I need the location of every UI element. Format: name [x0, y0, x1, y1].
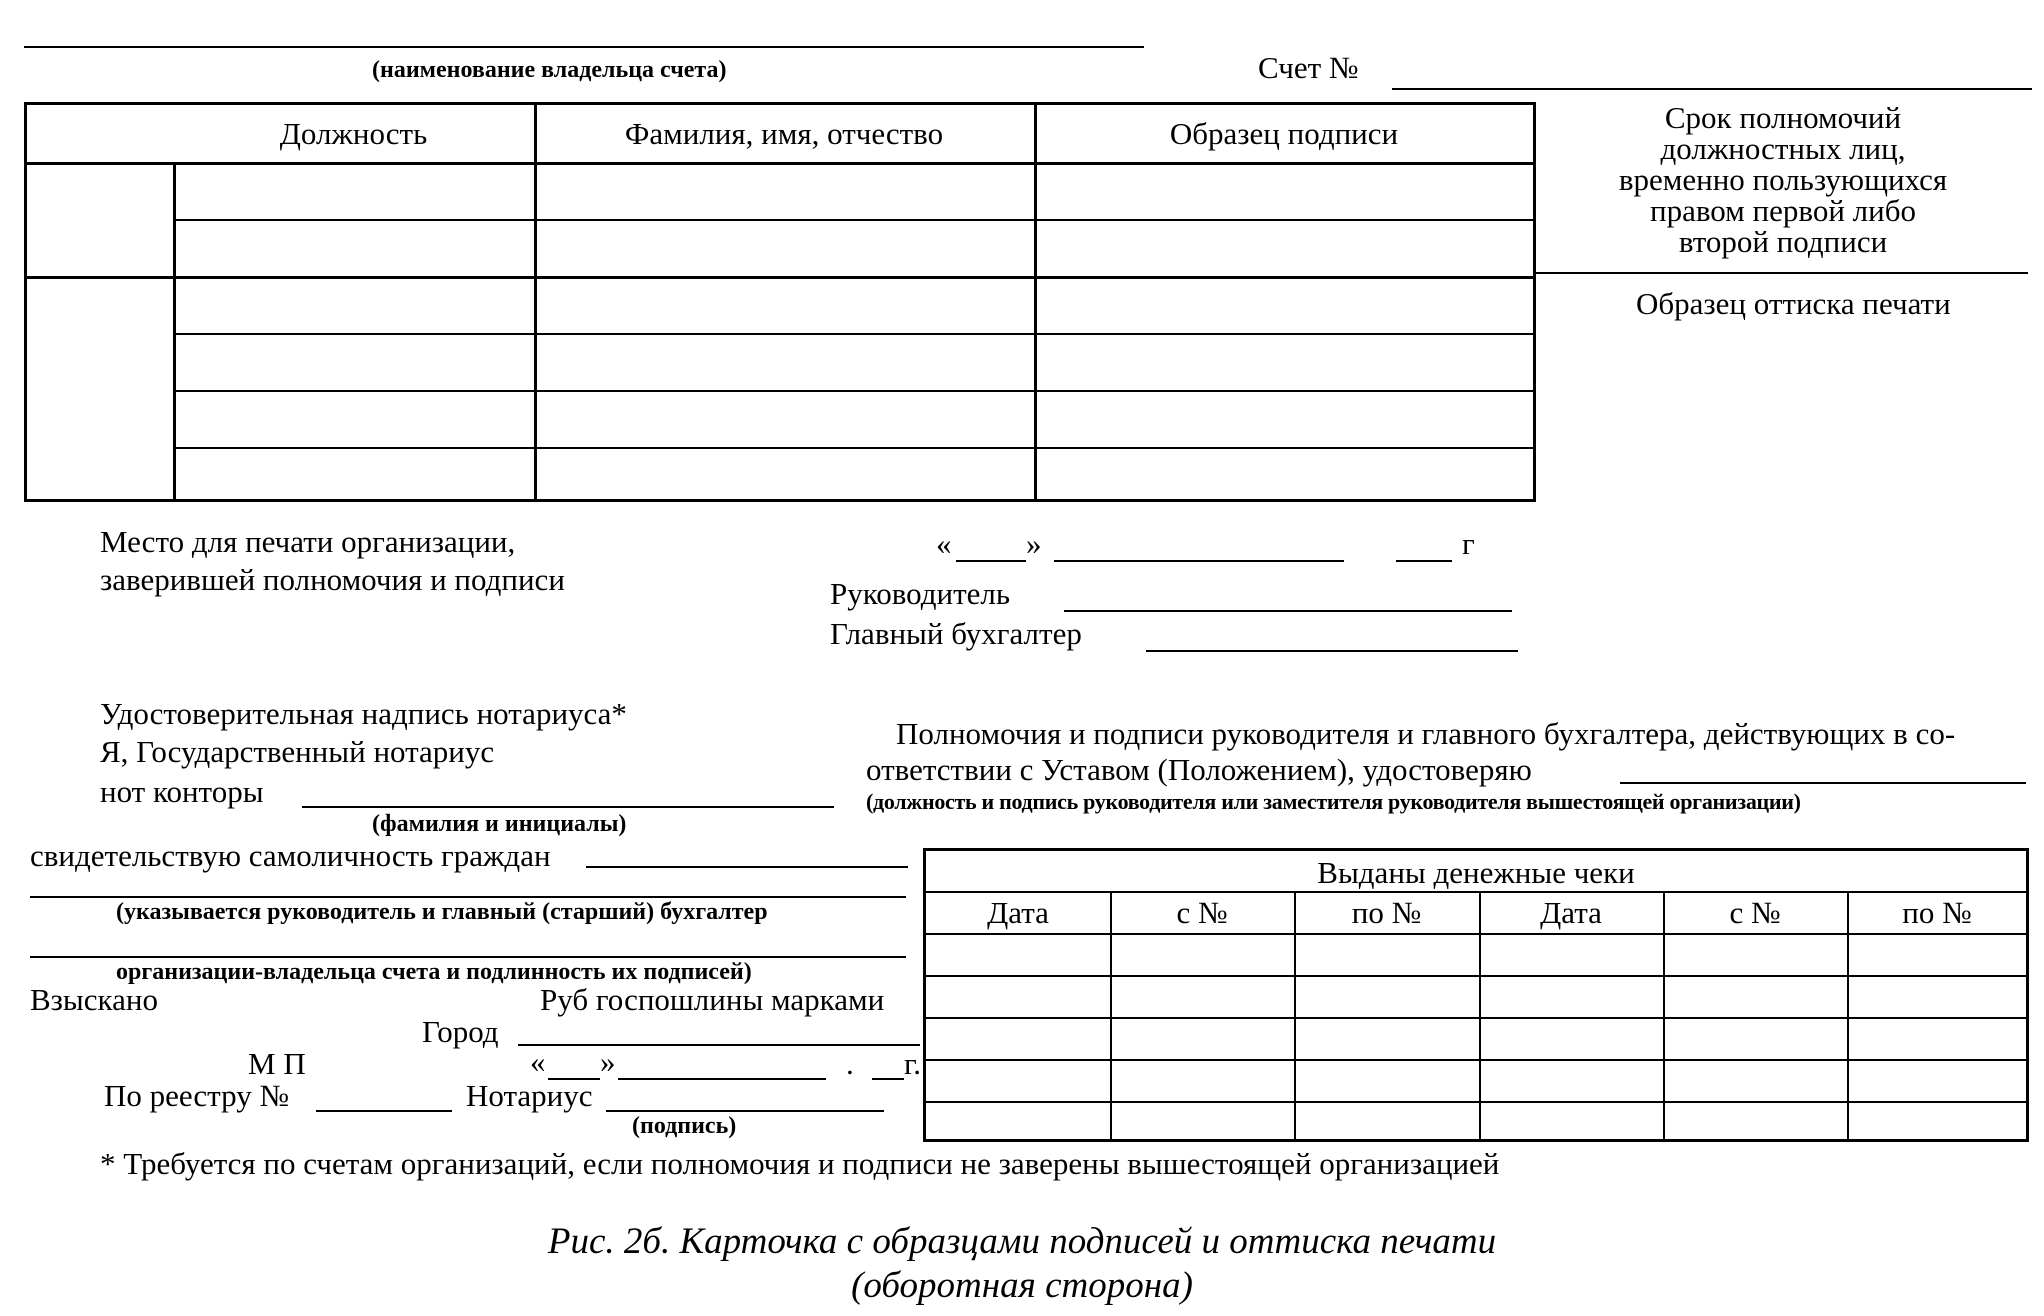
notary-office-line[interactable] — [302, 806, 834, 808]
registry-line[interactable] — [316, 1110, 452, 1112]
date-day-line[interactable] — [956, 560, 1026, 562]
cheques-col-to: по № — [1351, 895, 1422, 930]
seal-place-line1: Место для печати организации, — [100, 524, 516, 559]
column-header-position: Должность — [279, 115, 428, 151]
cheques-title: Выданы денежные чеки — [1317, 855, 1635, 890]
head-label: Руководитель — [830, 576, 1011, 611]
chief-accountant-label: Главный бухгалтер — [830, 616, 1082, 651]
date-month-line[interactable] — [1054, 560, 1344, 562]
cheques-col-date-2: Дата — [1540, 895, 1602, 930]
notary-title: Удостоверительная надпись нотариуса* — [100, 696, 627, 731]
seal-mp-label: М П — [248, 1046, 306, 1081]
identity-label: свидетельствую самоличность граждан — [30, 838, 551, 873]
account-number-line[interactable] — [1392, 88, 2032, 90]
notary-signature-hint: (подпись) — [632, 1113, 737, 1139]
cheques-row-line — [926, 1101, 2026, 1103]
signature-table — [24, 102, 1536, 502]
identity-hint-1: (указывается руководитель и главный (старший) бухгалтер — [116, 899, 768, 925]
cheques-row-line — [926, 975, 2026, 977]
cheques-col-date: Дата — [987, 895, 1049, 930]
term-note — [1536, 102, 2030, 257]
seal-sample-label: Образец оттиска печати — [1636, 286, 1951, 321]
registry-label: По реестру № — [104, 1078, 290, 1113]
figure-caption-line1: Рис. 2б. Карточка с образцами подписей и оттиска печати — [547, 1221, 1497, 1262]
footnote: * Требуется по счетам организаций, если полномочия и подписи не заверены вышестоящей организацией — [100, 1146, 1500, 1181]
notary-date-quote-close: » — [600, 1044, 616, 1079]
cheques-table — [923, 848, 2029, 1142]
header-row-border — [27, 162, 1533, 165]
group-row-line — [27, 276, 1533, 279]
term-note-line: второй подписи — [1678, 224, 1888, 259]
cheques-col-from-2: с № — [1729, 895, 1781, 930]
cheques-row-line — [926, 1017, 2026, 1019]
notary-label: Нотариус — [466, 1078, 593, 1113]
authority-hint: (должность и подпись руководителя или заместителя руководителя вышестоящей организации) — [866, 789, 1801, 814]
notary-date-dot: . — [846, 1046, 854, 1081]
date-quote-open: « — [936, 526, 952, 561]
authority-text-line2: ответствии с Уставом (Положением), удостоверяю — [866, 752, 1532, 787]
collected-label: Взыскано — [30, 982, 158, 1017]
seal-place-line2: заверившей полномочия и подписи — [100, 562, 565, 597]
cheques-header-border — [926, 933, 2026, 935]
identity-line[interactable] — [586, 866, 908, 868]
city-label: Город — [422, 1014, 499, 1049]
notary-line1: Я, Государственный нотариус — [100, 734, 495, 769]
figure-caption-line2: (оборотная сторона) — [851, 1265, 1193, 1306]
account-number-label: Счет № — [1258, 50, 1359, 85]
column-header-sample: Образец подписи — [1169, 115, 1399, 151]
city-line[interactable] — [518, 1044, 920, 1046]
notary-date-month-line[interactable] — [618, 1078, 826, 1080]
owner-name-line[interactable] — [24, 46, 1144, 48]
cheques-col-from: с № — [1176, 895, 1228, 930]
term-note-line: временно пользующихся — [1618, 162, 1948, 197]
term-note-line: Срок полномочий — [1664, 100, 1902, 135]
term-note-line: правом первой либо — [1650, 193, 1916, 228]
cheques-row-line — [926, 1059, 2026, 1061]
chief-accountant-signature-line[interactable] — [1146, 650, 1518, 652]
right-divider — [1536, 272, 2028, 274]
row-line — [173, 219, 1533, 221]
notary-year-label: г. — [904, 1046, 921, 1081]
head-signature-line[interactable] — [1064, 610, 1512, 612]
row-line — [173, 447, 1533, 449]
column-header-name: Фамилия, имя, отчество — [624, 115, 944, 151]
authority-signature-line[interactable] — [1620, 782, 2026, 784]
term-note-line: должностных лиц, — [1660, 131, 1906, 166]
notary-name-hint: (фамилия и инициалы) — [372, 811, 627, 837]
identity-hint-2: организации-владельца счета и подлинность их подписей) — [116, 959, 752, 985]
notary-date-year-line[interactable] — [872, 1078, 904, 1080]
owner-name-hint: (наименование владельца счета) — [372, 57, 727, 83]
row-line — [173, 333, 1533, 335]
notary-office-label: нот конторы — [100, 774, 264, 809]
duty-label: Руб госпошлины марками — [540, 982, 885, 1017]
row-line — [173, 390, 1533, 392]
notary-date-quote-open: « — [530, 1044, 546, 1079]
authority-text-line1: Полномочия и подписи руководителя и главного бухгалтера, действующих в со- — [896, 716, 1956, 751]
date-quote-close: » — [1026, 526, 1042, 561]
cheques-col-to-2: по № — [1902, 895, 1972, 930]
date-year-line[interactable] — [1396, 560, 1452, 562]
year-label: г — [1462, 526, 1475, 561]
